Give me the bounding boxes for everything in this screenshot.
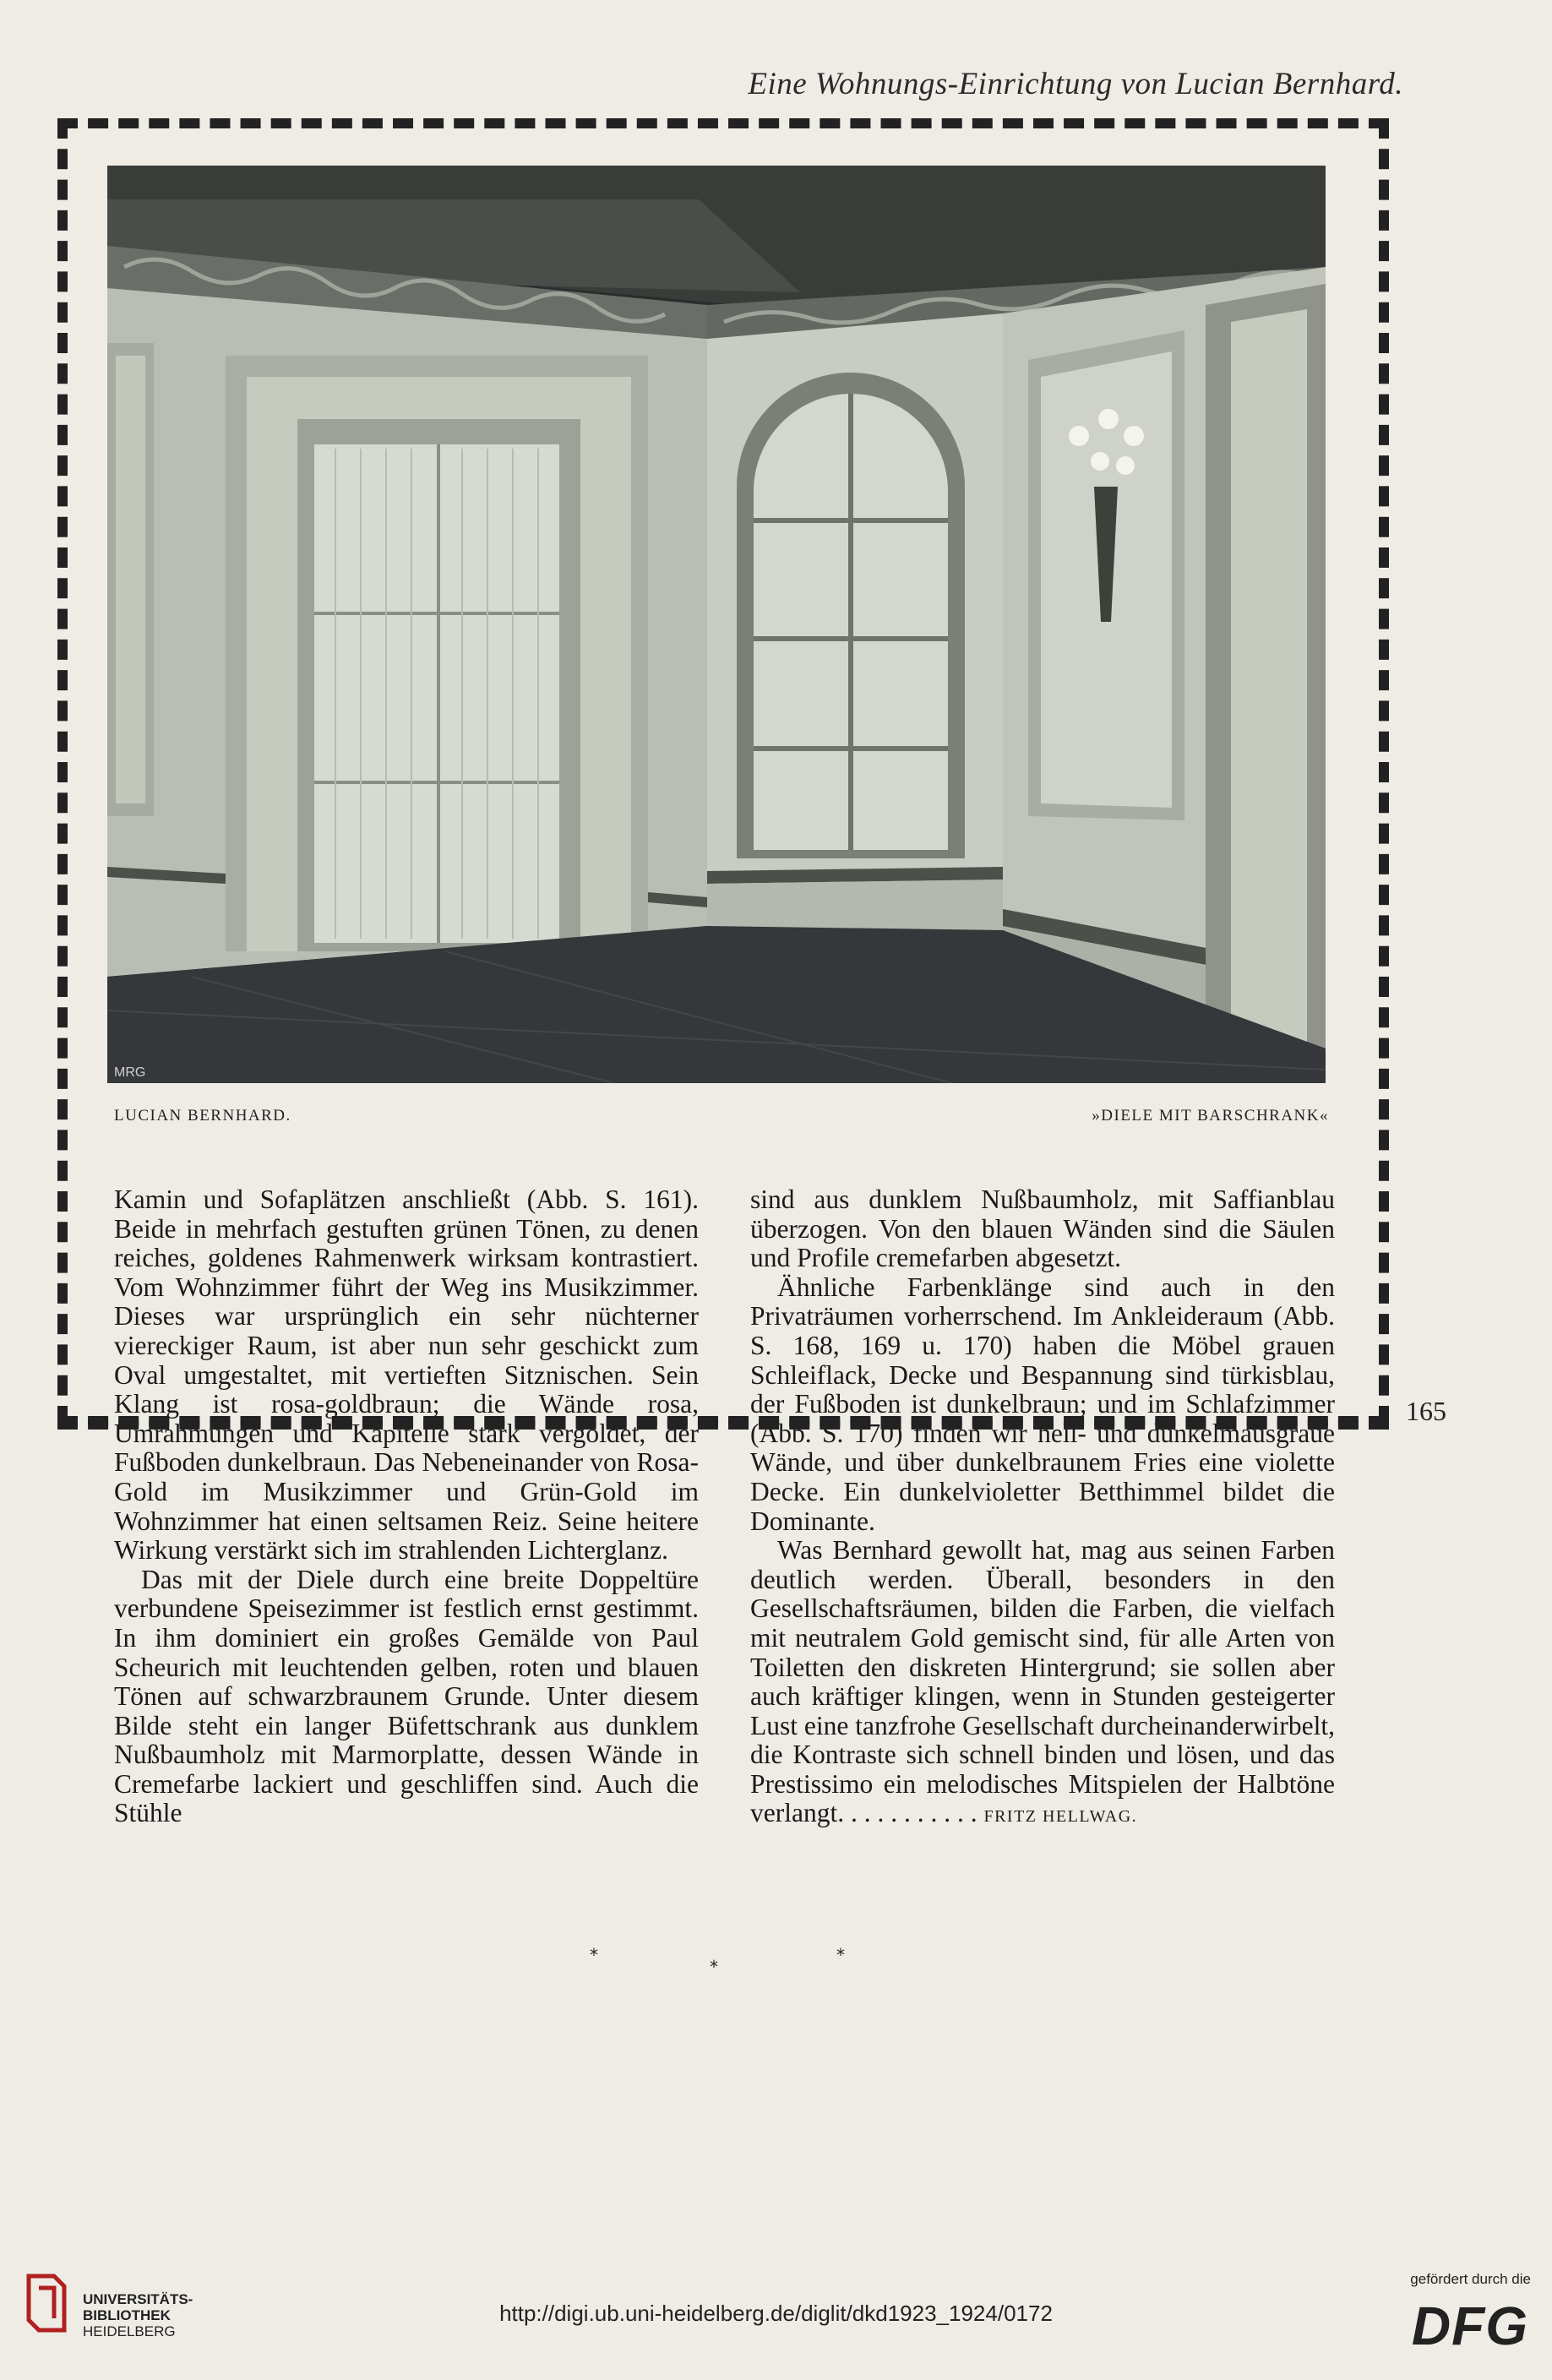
photo-monogram: MRG (114, 1065, 146, 1080)
section-separator (0, 1945, 1552, 1977)
funding-note: gefördert durch die (1410, 2271, 1531, 2287)
frame-bottom-rule (57, 1419, 1389, 1430)
paragraph: Kamin und Sofaplätzen anschließt (Abb. S. 161). Beide in mehrfach gestuften grünen Tönen, zu denen reiches, goldenes Rahmenwerk wirksam kontrastiert. Vom Wohnzimmer führt der Weg ins Musikzimmer. Dieses war ursprünglich ein sehr nüchterner viereckiger Raum, ist aber nun sehr geschickt zum Oval umgestaltet, mit vertieften Sitznischen. Sein Klang ist rosa-goldbraun; die Wände rosa, Umrahmungen und Kapitelle stark vergoldet, der Fußboden dunkelbraun. Das Nebeneinander von Rosa-Gold im Musikzimmer und Grün-Gold im Wohnzimmer hat einen seltsamen Reiz. Seine heitere Wirkung verstärkt sich im strahlenden Lichterglanz. (114, 1185, 699, 1566)
paragraph: Das mit der Diele durch eine breite Doppeltüre verbundene Speisezimmer ist festlich ernst gestimmt. In ihm dominiert ein großes Gemälde von Paul Scheurich mit leuchtenden gelben, roten und blauen Tönen auf schwarzbraunem Grunde. Unter diesem Bilde steht ein langer Büfettschrank aus dunklem Nußbaumholz mit Marmorplatte, dessen Wände in Cremefarbe lackiert und geschliffen sind. Auch die Stühle (114, 1564, 699, 1828)
separator-star: * (710, 1957, 718, 1977)
page-number: 165 (1406, 1396, 1446, 1426)
dfg-logo: DFG (1411, 2296, 1528, 2356)
article-right-column (750, 1185, 1335, 1832)
interior-photograph (107, 166, 1326, 1083)
separator-star: * (590, 1945, 598, 1965)
running-title: Eine Wohnungs-Einrichtung von Lucian Bernhard. (748, 67, 1403, 101)
figure-caption-title: »DIELE MIT BARSCHRANK« (1092, 1107, 1329, 1125)
article-left-column (114, 1185, 699, 1828)
paragraph-with-signature (750, 1536, 1335, 1832)
paragraph: sind aus dunklem Nußbaumholz, mit Saffianblau überzogen. Von den blauen Wänden sind die Säulen und Profile cremefarben abgesetzt. (750, 1185, 1335, 1273)
library-line: BIBLIOTHEK (83, 2307, 171, 2323)
author-signature: FRITZ HELLWAG. (983, 1807, 1138, 1827)
source-url-link[interactable]: http://digi.ub.uni-heidelberg.de/diglit/dkd1923_1924/0172 (499, 2301, 1053, 2326)
library-line: UNIVERSITÄTS- (83, 2291, 193, 2307)
separator-star: * (836, 1945, 845, 1965)
library-line: HEIDELBERG (83, 2323, 176, 2339)
paragraph-text: Was Bernhard gewollt hat, mag aus seinen Farben deutlich werden. Überall, besonders in den Gesellschaftsräumen, bilden die Farben, die vielfach mit neutralem Gold gemischt sind, für alle Arten von Toiletten den diskreten Hintergrund; sie sollen aber auch kräftiger klingen, wenn in Stunden gesteigerter Lust eine tanzfrohe Gesellschaft durcheinanderwirbelt, die Kontraste sich schnell binden und lösen, und das Prestissimo ein melodisches Mitspielen der Halbtöne verlangt. . . . . . . . . . . (750, 1535, 1335, 1828)
figure-caption-author: LUCIAN BERNHARD. (114, 1107, 291, 1125)
paragraph: Ähnliche Farbenklänge sind auch in den Privaträumen vorherrschend. Im Ankleideraum (Abb. S. 168, 169 u. 170) haben die Möbel grauen Schleiflack, Decke und Bespannung sind türkisblau, der Fußboden ist dunkelbraun; und im Schlafzimmer (Abb. S. 170) finden wir hell- und dunkelmausgraue Wände, und über dunkelbraunem Fries eine violette Decke. Ein dunkelvioletter Betthimmel bildet die Dominante. (750, 1272, 1335, 1536)
